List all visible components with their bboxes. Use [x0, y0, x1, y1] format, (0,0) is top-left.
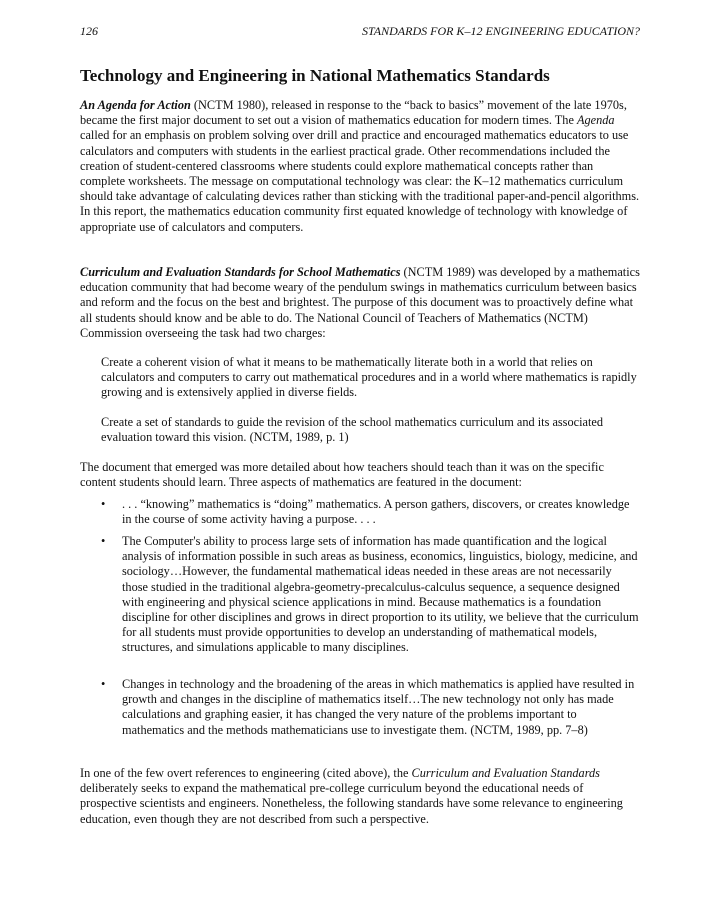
paragraph-document-emerged	[80, 460, 640, 490]
quote-text: Create a coherent vision of what it means to be mathematically literate both in a world that relies on calculators and computers to carry out mathematical procedures and in a world where mathematics is rapidly growing and is extensively applied in diverse fields.	[101, 355, 637, 400]
paragraph-lead-title: An Agenda for Action	[80, 98, 191, 112]
list-item	[80, 497, 640, 527]
bullet-icon: •	[101, 497, 106, 511]
quote-text: Create a set of standards to guide the revision of the school mathematics curriculum and its associated evaluation toward this vision. (NCTM, 1989, p. 1)	[101, 415, 603, 445]
paragraph-agenda-for-action	[80, 98, 640, 235]
list-item-text: Changes in technology and the broadening of the areas in which mathematics is applied have resulted in growth and changes in the discipline of mathematics itself…The new technology not only has made calculations and graphing easier, it has changed the very nature of the problems important to mathematics and the methods mathematicians use to investigate them. (NCTM, 1989, pp. 7–8)	[122, 677, 635, 737]
paragraph-text: In one of the few overt references to engineering (cited above), the	[80, 766, 412, 780]
bullet-list-item-2	[80, 534, 640, 656]
paragraph-engineering-references	[80, 766, 640, 827]
list-item-text: . . . “knowing” mathematics is “doing” mathematics. A person gathers, discovers, or creates knowledge in the course of some activity having a purpose. . . .	[122, 497, 630, 527]
page-number: 126	[80, 24, 98, 38]
list-item	[80, 534, 640, 656]
bullet-icon: •	[101, 677, 106, 691]
paragraph-text: (NCTM 1989) was developed by a mathematics education community that had become weary of the pendulum swings in mathematics curriculum between basics and reform and the focus on the best and brightest. The purpose of this document was to proactively define what all students should know and be able to do. The National Council of Teachers of Mathematics (NCTM) Commission overseeing the task had two charges:	[80, 265, 640, 340]
list-item	[80, 677, 640, 738]
paragraph-text: (NCTM 1980), released in response to the “back to basics” movement of the late 1970s, became the first major document to set out a vision of mathematics education for modern times. The	[80, 98, 627, 128]
block-quote-charge-1	[101, 355, 640, 401]
paragraph-text: The document that emerged was more detailed about how teachers should teach than it was on the specific content students should learn. Three aspects of mathematics are featured in the document:	[80, 460, 604, 490]
bullet-list-item-1	[80, 497, 640, 527]
section-title: Technology and Engineering in National Mathematics Standards	[80, 66, 550, 85]
block-quote-charge-2	[101, 415, 640, 445]
list-item-text: The Computer's ability to process large sets of information has made quantification and the logical analysis of information possible in such areas as business, economics, linguistics, biology, medicine, and sociology…However, the fundamental mathematical ideas needed in these areas are not necessarily those studied in the traditional algebra-geometry-precalculus-calculus sequence, a sequence designed with engineering and physical science applications in mind. Because mathematics is a foundation discipline for other disciplines and grows in direct proportion to its utility, we believe that the curriculum for all students must provide opportunities to develop an understanding of mathematical models, structures, and simulations applicable to many disciplines.	[122, 534, 639, 655]
paragraph-text: deliberately seeks to expand the mathematical pre-college curriculum beyond the educational needs of prospective scientists and engineers. Nonetheless, the following standards have some relevance to engineering education, even though they are not described from such a perspective.	[80, 781, 623, 826]
paragraph-curriculum-standards	[80, 265, 640, 341]
italic-term: Curriculum and Evaluation Standards	[411, 766, 600, 780]
running-title: STANDARDS FOR K–12 ENGINEERING EDUCATION?	[362, 24, 640, 38]
paragraph-lead-title: Curriculum and Evaluation Standards for School Mathematics	[80, 265, 401, 279]
bullet-list-item-3	[80, 677, 640, 738]
bullet-icon: •	[101, 534, 106, 548]
italic-term: Agenda	[576, 113, 615, 128]
paragraph-text: called for an emphasis on problem solving over drill and practice and encouraged mathematics educators to use calculators and computers with students in the earliest practical grade. Other recommendations included the creation of student-centered classrooms where students could explore mathematical concepts rather than complete worksheets. The message on computational technology was clear: the K–12 mathematics curriculum should take advantage of calculating devices rather than sticking with the traditional paper-and-pencil algorithms. In this report, the mathematics education community first equated knowledge of technology with knowledge of appropriate use of calculators and computers.	[80, 128, 640, 234]
